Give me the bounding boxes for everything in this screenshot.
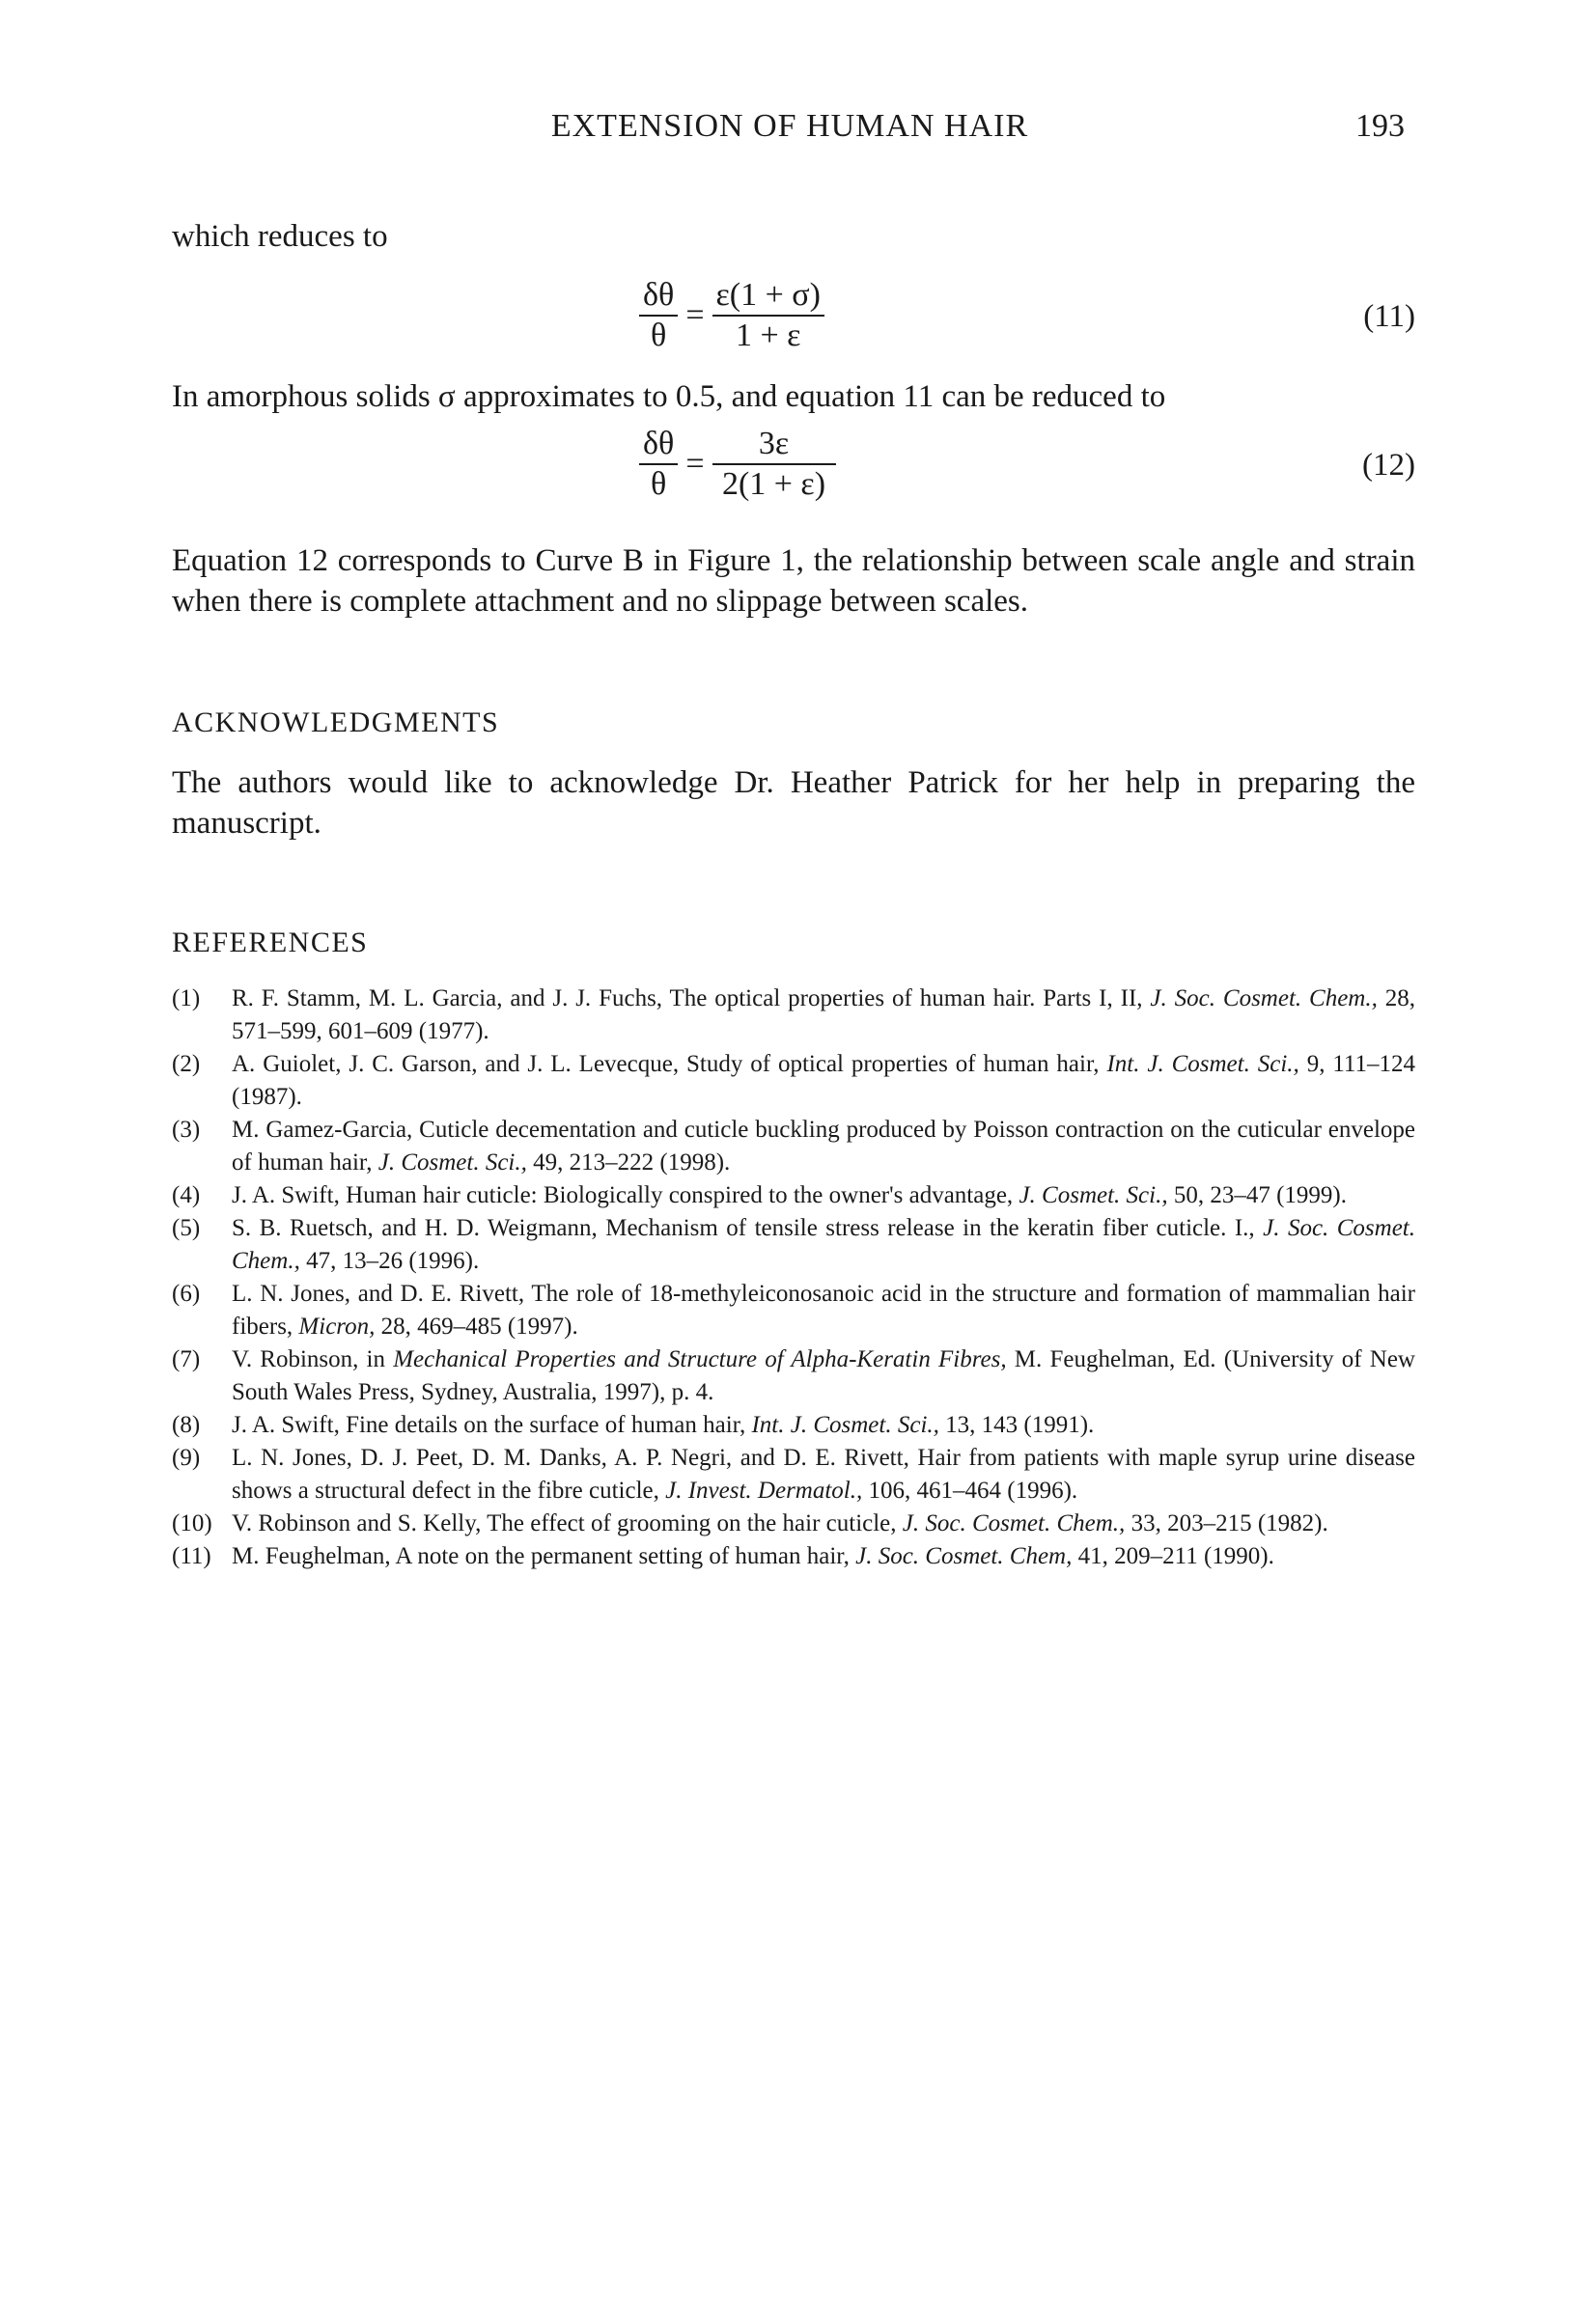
reference-item: [172, 1409, 1415, 1442]
reference-text: [232, 1048, 1415, 1114]
reference-authors-title: R. F. Stamm, M. L. Garcia, and J. J. Fuchs, The optical properties of human hair. Parts I, II,: [232, 985, 1151, 1011]
equation-12: [0, 425, 1591, 531]
intro-line: which reduces to: [172, 219, 388, 254]
equation12-paragraph: Equation 12 corresponds to Curve B in Figure 1, the relationship between scale angle and strain when there is complete attachment and no slippage between scales.: [172, 543, 1415, 619]
reference-volume-pages: M. Feughelman, Ed. (University of New South Wales Press, Sydney, Australia, 1997), p. 4.: [232, 1346, 1415, 1405]
reference-journal: J. Soc. Cosmet. Chem.,: [1150, 985, 1378, 1011]
reference-authors-title: J. A. Swift, Human hair cuticle: Biologically conspired to the owner's advantage,: [232, 1182, 1019, 1208]
reference-volume-pages: 49, 213–222 (1998).: [526, 1149, 731, 1176]
reference-volume-pages: 9, 111–124 (1987).: [232, 1051, 1415, 1110]
reference-item: [172, 982, 1415, 1048]
reference-item: [172, 1343, 1415, 1409]
reference-journal: Mechanical Properties and Structure of Alpha-Keratin Fibres,: [393, 1346, 1007, 1372]
reference-item: [172, 1508, 1415, 1540]
reference-text: [232, 1508, 1415, 1540]
reference-volume-pages: 28, 571–599, 601–609 (1977).: [232, 985, 1415, 1044]
reference-number: (8): [172, 1412, 201, 1438]
eq12-lhs-numerator: δθ: [639, 425, 678, 465]
reference-volume-pages: 47, 13–26 (1996).: [299, 1248, 480, 1274]
reference-volume-pages: 33, 203–215 (1982).: [1125, 1510, 1328, 1536]
reference-text: [232, 1114, 1415, 1179]
eq12-rhs-denominator: 2(1 + ε): [721, 466, 826, 502]
references-heading: REFERENCES: [172, 927, 369, 958]
reference-volume-pages: 41, 209–211 (1990).: [1072, 1543, 1274, 1569]
eq12-number: (12): [1362, 448, 1415, 483]
reference-item: [172, 1179, 1415, 1212]
reference-journal: J. Soc. Cosmet. Chem.,: [902, 1510, 1126, 1536]
reference-number: (10): [172, 1510, 212, 1536]
eq11-lhs-fraction: [639, 276, 678, 355]
amorphous-paragraph: In amorphous solids σ approximates to 0.5, and equation 11 can be reduced to: [172, 379, 1166, 414]
reference-number: (7): [172, 1346, 201, 1372]
page-number: 193: [1355, 108, 1405, 144]
equation-11: [0, 276, 1591, 382]
eq12-rhs-numerator: 3ε: [712, 425, 836, 465]
reference-text: [232, 1540, 1415, 1573]
reference-number: (4): [172, 1182, 201, 1208]
reference-authors-title: M. Feughelman, A note on the permanent setting of human hair,: [232, 1543, 856, 1569]
eq11-rhs-denominator: 1 + ε: [735, 318, 801, 353]
running-title: EXTENSION OF HUMAN HAIR: [550, 108, 1029, 144]
eq11-rhs-numerator: ε(1 + σ): [712, 276, 824, 317]
reference-authors-title: V. Robinson and S. Kelly, The effect of grooming on the hair cuticle,: [232, 1510, 903, 1536]
reference-item: [172, 1114, 1415, 1179]
reference-item: [172, 1540, 1415, 1573]
reference-authors-title: A. Guiolet, J. C. Garson, and J. L. Levecque, Study of optical properties of human hair,: [232, 1051, 1107, 1077]
reference-journal: J. Soc. Cosmet. Chem.,: [232, 1215, 1415, 1274]
reference-number: (11): [172, 1543, 211, 1569]
reference-item: [172, 1278, 1415, 1343]
reference-authors-title: M. Gamez-Garcia, Cuticle decementation and cuticle buckling produced by Poisson contraction on the cuticular envelope of human hair,: [232, 1117, 1415, 1176]
eq12-equals: =: [685, 446, 705, 482]
eq11-lhs-numerator: δθ: [639, 276, 678, 317]
reference-authors-title: S. B. Ruetsch, and H. D. Weigmann, Mechanism of tensile stress release in the keratin fiber cuticle. I.,: [232, 1215, 1264, 1241]
eq12-rhs-fraction: [712, 425, 836, 504]
reference-number: (9): [172, 1445, 201, 1471]
eq12-lhs-denominator: θ: [651, 466, 667, 502]
reference-authors-title: J. A. Swift, Fine details on the surface of human hair,: [232, 1412, 752, 1438]
acknowledgments-text: The authors would like to acknowledge Dr. Heather Patrick for her help in preparing the manuscript.: [172, 765, 1415, 841]
eq11-rhs-fraction: [712, 276, 824, 355]
reference-journal: J. Invest. Dermatol.,: [665, 1478, 863, 1504]
reference-volume-pages: 106, 461–464 (1996).: [862, 1478, 1078, 1504]
reference-text: [232, 1212, 1415, 1278]
reference-journal: J. Cosmet. Sci.,: [1019, 1182, 1168, 1208]
reference-journal: Int. J. Cosmet. Sci.,: [751, 1412, 939, 1438]
reference-journal: J. Soc. Cosmet. Chem,: [855, 1543, 1073, 1569]
reference-text: [232, 1409, 1415, 1442]
reference-authors-title: L. N. Jones, and D. E. Rivett, The role of 18-methyleiconosanoic acid in the structure and formation of mammalian hair fibers,: [232, 1281, 1415, 1340]
reference-number: (3): [172, 1117, 201, 1143]
eq11-equals: =: [685, 297, 705, 333]
reference-journal: Int. J. Cosmet. Sci.,: [1106, 1051, 1299, 1077]
reference-text: [232, 1278, 1415, 1343]
reference-item: [172, 1212, 1415, 1278]
reference-volume-pages: 13, 143 (1991).: [938, 1412, 1095, 1438]
reference-item: [172, 1048, 1415, 1114]
reference-item: [172, 1442, 1415, 1508]
reference-number: (6): [172, 1281, 201, 1307]
reference-number: (2): [172, 1051, 201, 1077]
reference-authors-title: V. Robinson, in: [232, 1346, 394, 1372]
reference-number: (5): [172, 1215, 201, 1241]
acknowledgments-heading: ACKNOWLEDGMENTS: [172, 706, 500, 738]
reference-number: (1): [172, 985, 201, 1011]
reference-journal: J. Cosmet. Sci.,: [377, 1149, 527, 1176]
reference-volume-pages: 28, 469–485 (1997).: [375, 1314, 578, 1340]
reference-text: [232, 1442, 1415, 1508]
references-list: [172, 982, 1415, 1573]
reference-authors-title: L. N. Jones, D. J. Peet, D. M. Danks, A. P. Negri, and D. E. Rivett, Hair from patients with maple syrup urine disease shows a structural defect in the fibre cuticle,: [232, 1445, 1415, 1504]
eq11-lhs-denominator: θ: [651, 318, 667, 353]
reference-text: [232, 1343, 1415, 1409]
eq12-lhs-fraction: [639, 425, 678, 504]
reference-volume-pages: 50, 23–47 (1999).: [1167, 1182, 1347, 1208]
reference-text: [232, 982, 1415, 1048]
reference-text: [232, 1179, 1415, 1212]
eq11-number: (11): [1363, 299, 1415, 334]
reference-journal: Micron,: [298, 1314, 376, 1340]
